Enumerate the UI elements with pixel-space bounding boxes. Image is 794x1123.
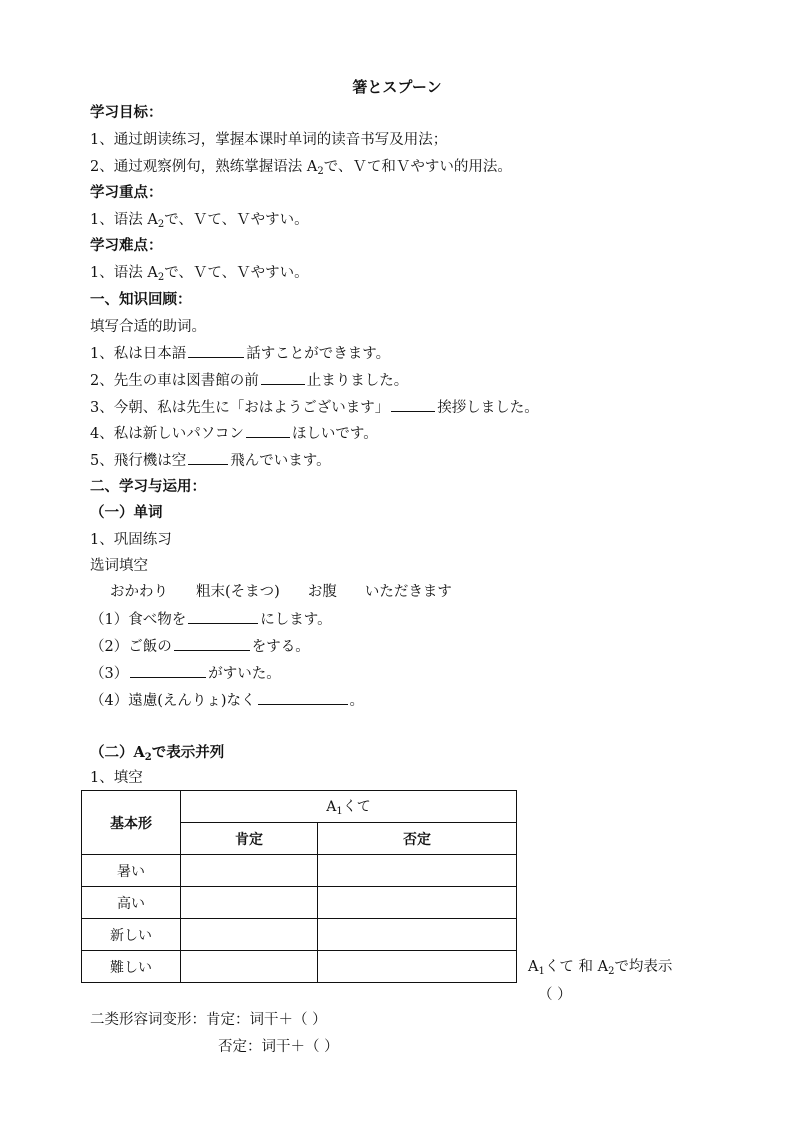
positive-answer-cell[interactable] <box>181 887 318 919</box>
table-row <box>82 919 517 951</box>
answer-blank[interactable] <box>188 609 258 624</box>
diff-text-b: で、Ｖて、Ｖやすい。 <box>164 265 309 281</box>
fill-item <box>90 690 364 711</box>
positive-header: 肯定 <box>181 823 318 855</box>
learn-heading: 二、学习与运用： <box>90 478 206 495</box>
base-form-cell: 新しい <box>82 919 181 951</box>
table-row <box>82 887 517 919</box>
group-header-subscript: 1 <box>336 806 343 817</box>
negative-answer-cell[interactable] <box>318 919 517 951</box>
negative-answer-cell[interactable] <box>318 887 517 919</box>
word-choice: お腹 <box>307 584 337 600</box>
goal-2 <box>90 157 512 182</box>
answer-blank[interactable] <box>258 690 348 705</box>
goal-2-subscript: 2 <box>317 166 324 177</box>
key-text-a: 1、语法 A <box>90 212 158 228</box>
vocab-instruction: 选词填空 <box>90 558 148 574</box>
key-subscript: 2 <box>157 219 165 230</box>
answer-blank[interactable] <box>391 397 435 412</box>
review-item-text: 2、先生の車は図書館の前 <box>90 373 259 389</box>
review-instruction: 填写合适的助词。 <box>90 319 206 335</box>
base-form-header: 基本形 <box>82 791 181 855</box>
fill-item-text: （2）ご飯の <box>90 639 172 655</box>
grammar-heading-subscript: 2 <box>144 752 152 763</box>
table-row <box>82 855 517 887</box>
side-note <box>528 957 672 982</box>
conjugation-table <box>81 790 517 983</box>
review-item-text: ほしいです。 <box>291 426 378 442</box>
fill-item-text: （4）遠慮(えんりょ)なく <box>90 693 256 709</box>
fill-item <box>90 609 332 630</box>
review-item-text: 挨拶しました。 <box>437 400 539 416</box>
word-choices <box>110 582 480 602</box>
vocab-heading: （一）单词 <box>90 504 163 521</box>
word-choice: 粗末(そまつ) <box>196 584 280 600</box>
side-note-a: A <box>528 959 539 975</box>
grammar-heading-a: （二）A <box>90 744 145 761</box>
negative-header: 否定 <box>318 823 517 855</box>
word-choice: いただきます <box>364 584 452 600</box>
review-item <box>90 343 390 364</box>
review-heading: 一、知识回顾： <box>90 291 192 308</box>
group-header-a: A <box>326 799 337 815</box>
table-row <box>82 951 517 983</box>
goal-1: 1、通过朗读练习，掌握本课时单词的读音书写及用法； <box>90 132 448 148</box>
review-item-text: 飛んでいます。 <box>230 453 331 469</box>
review-item <box>90 450 331 471</box>
side-note-answer-paren[interactable]: （ ） <box>538 987 572 1003</box>
positive-answer-cell[interactable] <box>181 919 318 951</box>
grammar-subheading: 1、填空 <box>90 770 143 786</box>
review-item-text: 3、今朝、私は先生に「おはようございます」 <box>90 400 390 416</box>
answer-blank[interactable] <box>188 343 244 358</box>
adj2-negative-line: 否定：词干＋（ ） <box>218 1039 339 1055</box>
difficulty-point-1 <box>90 263 309 288</box>
review-item <box>90 397 539 418</box>
fill-item-text: がすいた。 <box>208 666 281 682</box>
base-form-cell: 高い <box>82 887 181 919</box>
fill-item <box>90 636 310 657</box>
base-form-cell: 難しい <box>82 951 181 983</box>
review-item <box>90 423 378 444</box>
goals-heading: 学习目标： <box>90 104 163 121</box>
kute-group-header <box>181 791 517 823</box>
side-note-end: で均表示 <box>614 959 673 975</box>
adj2-positive-line: 二类形容词变形：肯定：词干＋（ ） <box>90 1012 327 1028</box>
fill-item <box>90 663 281 684</box>
fill-item-text: （1）食べ物を <box>90 612 187 628</box>
side-note-subscript: 2 <box>608 966 615 977</box>
answer-blank[interactable] <box>130 663 206 678</box>
key-point-1 <box>90 210 309 235</box>
fill-item-text: をする。 <box>251 639 310 655</box>
key-text-b: で、Ｖて、Ｖやすい。 <box>164 212 309 228</box>
group-header-b: くて <box>342 799 371 815</box>
page-title: 箸とスプーン <box>352 78 442 96</box>
grammar-heading <box>90 743 224 768</box>
fill-item-text: 。 <box>349 693 365 709</box>
base-form-cell: 暑い <box>82 855 181 887</box>
side-note-subscript: 1 <box>538 966 545 977</box>
fill-item-text: にします。 <box>260 612 332 628</box>
review-item <box>90 370 408 391</box>
positive-answer-cell[interactable] <box>181 855 318 887</box>
review-item-text: 4、私は新しいパソコン <box>90 426 244 442</box>
answer-blank[interactable] <box>246 423 290 438</box>
negative-answer-cell[interactable] <box>318 855 517 887</box>
answer-blank[interactable] <box>261 370 305 385</box>
answer-blank[interactable] <box>174 636 250 651</box>
word-choice: おかわり <box>110 584 168 600</box>
goal-2-text-b: で、Ｖて和Ｖやすい的用法。 <box>323 159 512 175</box>
review-item-text: 5、飛行機は空 <box>90 453 187 469</box>
review-item-text: 話すことができます。 <box>246 346 391 362</box>
positive-answer-cell[interactable] <box>181 951 318 983</box>
fill-item-text: （3） <box>90 666 129 682</box>
key-heading: 学习重点： <box>90 184 163 201</box>
goal-2-text-a: 2、通过观察例句，熟练掌握语法 A <box>90 159 318 175</box>
side-note-mid: くて 和 A <box>544 959 609 975</box>
negative-answer-cell[interactable] <box>318 951 517 983</box>
diff-subscript: 2 <box>157 272 165 283</box>
review-item-text: 1、私は日本語 <box>90 346 187 362</box>
grammar-heading-b: で表示并列 <box>151 744 225 761</box>
difficulty-heading: 学习难点： <box>90 237 163 254</box>
diff-text-a: 1、语法 A <box>90 265 158 281</box>
answer-blank[interactable] <box>188 450 228 465</box>
review-item-text: 止まりました。 <box>306 373 409 389</box>
vocab-subheading: 1、巩固练习 <box>90 532 172 548</box>
